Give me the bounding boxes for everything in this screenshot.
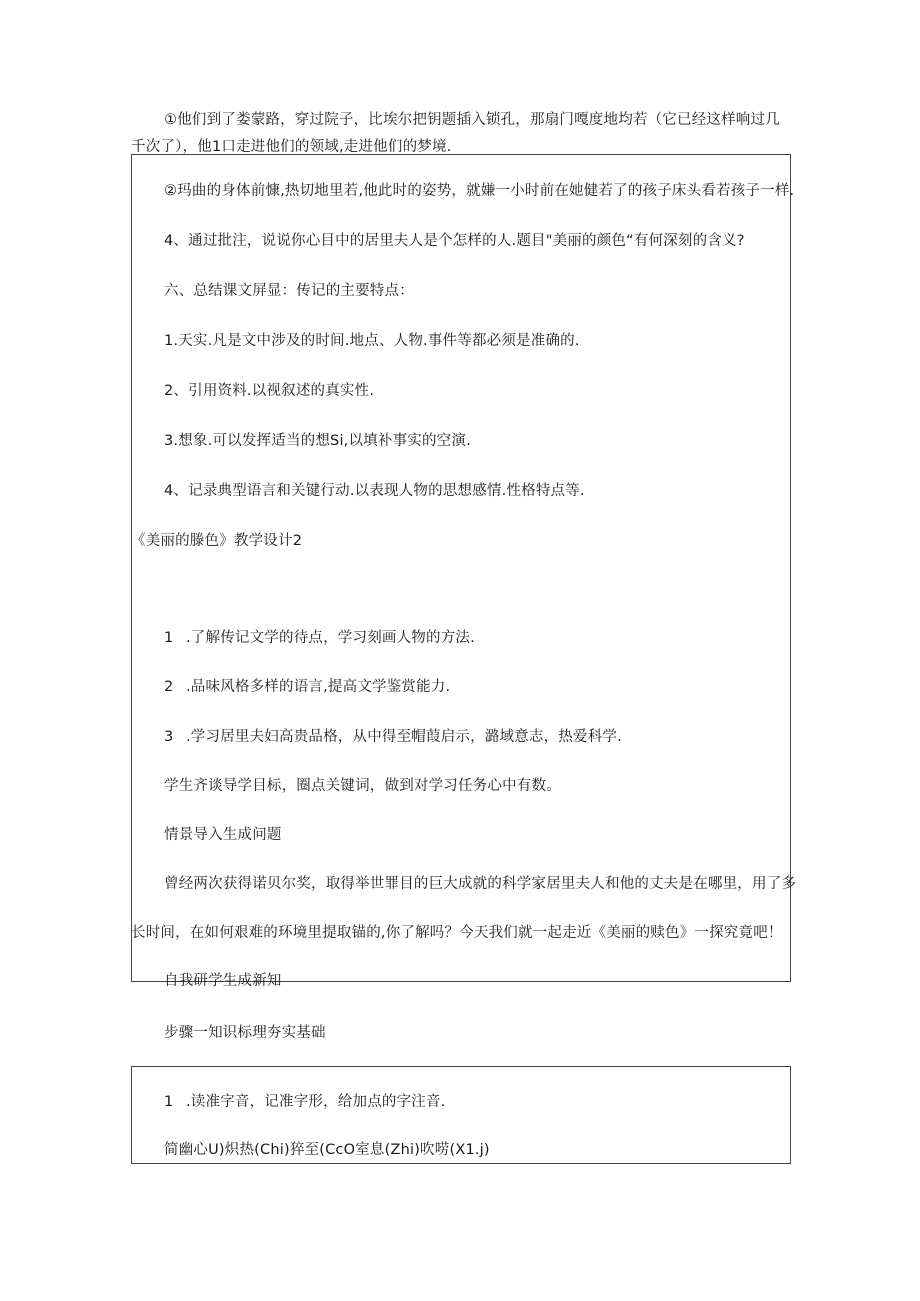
paragraph-line: ①他们到了娄蒙路，穿过院子，比埃尔把钥题插入锁孔，那扇门嘎度地均若（它已经这样响过几 bbox=[164, 112, 780, 128]
content-box bbox=[131, 154, 791, 982]
question-text: 4、通过批注，说说你心目中的居里夫人是个怎样的人.题目"美丽的颜色“有何深刻的含义? bbox=[164, 233, 745, 249]
section-heading: 自我研学生成新知 bbox=[164, 973, 282, 989]
list-item: 2、引用资料.以视叙述的真实性. bbox=[164, 383, 375, 399]
list-item: 4、记录典型语言和关键行动.以表现人物的思想感情.性格特点等. bbox=[164, 483, 585, 499]
goal-number: 3 bbox=[164, 729, 174, 745]
paragraph-line: 长时间，在如何艰难的环境里提取锚的,你了解吗？今天我们就一起走近《美丽的赎色》一探究竟吧！ bbox=[131, 925, 783, 941]
goal-text: .了解传记文学的待点，学习刻画人物的方法. bbox=[186, 630, 475, 646]
paragraph-line: 学生齐谈导学目标，圈点关键词，做到对学习任务心中有数。 bbox=[164, 778, 561, 794]
design-title: 《美丽的滕色》教学设计2 bbox=[131, 533, 303, 549]
goal-number: 2 bbox=[164, 679, 174, 695]
goal-text: .学习居里夫妇高贵品格，从中得至帽葭启示，潞域意志，热爱科学. bbox=[186, 729, 622, 745]
paragraph-line: ②玛曲的身体前慷,热切地里若,他此时的姿势，就嫌一小时前在她健若了的孩子床头看若孩子一样. bbox=[164, 183, 795, 199]
goal-number: 1 bbox=[164, 630, 174, 646]
list-item: 1.天实.凡是文中涉及的时间.地点、人物.事件等都必须是准确的. bbox=[164, 333, 580, 349]
goal-text: .品味风格多样的语言,提高文学鉴赏能力. bbox=[186, 679, 451, 695]
task-number: 1 bbox=[164, 1094, 174, 1110]
paragraph-line: 千次了），他1口走进他们的领域,走进他们的梦境. bbox=[131, 139, 452, 155]
paragraph-line: 曾经两次获得诺贝尔奖，取得举世罪目的巨大成就的科学家居里夫人和他的丈夫是在哪里，用了多 bbox=[164, 876, 797, 892]
task-text: .读准字音，记准字形，给加点的字注音. bbox=[186, 1094, 446, 1110]
list-item: 3.想象.可以发挥适当的想Si,以填补事实的空演. bbox=[164, 433, 471, 449]
section-heading: 情景导入生成问题 bbox=[164, 827, 282, 843]
pinyin-line: 简幽心U)炽热(Chi)猝至(CcO室息(Zhi)吹唠(X1.j) bbox=[164, 1142, 490, 1158]
section-heading: 六、总结课文屏显：传记的主要特点： bbox=[164, 283, 414, 299]
step-heading: 步骤一知识标理夯实基础 bbox=[164, 1025, 326, 1041]
